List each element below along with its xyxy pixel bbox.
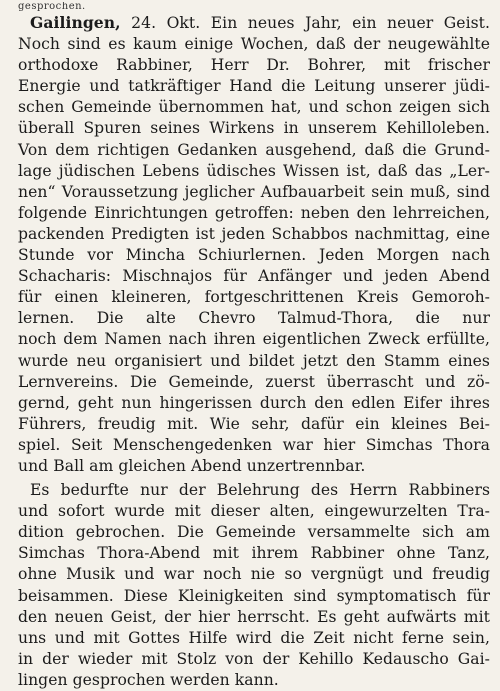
- text-line: Von dem richtigen Gedanken ausgehend, daß die Grund-: [18, 140, 490, 159]
- dateline-line: [18, 12, 490, 34]
- dateline-date: 24. Okt.: [120, 14, 201, 32]
- text-line: den neuen Geist, der hier herrscht. Es geht aufwärts mit: [18, 607, 490, 626]
- text-line: Noch sind es kaum einige Wochen, daß der neugewählte: [18, 35, 490, 54]
- text-line: lage jüdischen Lebens üdisches Wissen ist, daß das „Ler-: [18, 161, 490, 180]
- text-line: packenden Predigten ist jeden Schabbos nachmittag, eine: [18, 224, 490, 243]
- text-line: Führers, freudig mit. Wie sehr, dafür ein kleines Bei-: [18, 414, 490, 433]
- text-line: noch dem Namen nach ihren eigentlichen Zweck erfüllte,: [18, 330, 490, 349]
- text-line: für einen kleineren, fortgeschrittenen Kreis Gemoroh-: [18, 288, 490, 307]
- text-line: nen“ Voraussetzung jeglicher Aufbauarbeit sein muß, sind: [18, 182, 490, 201]
- text-line: schen Gemeinde übernommen hat, und schon zeigen sich: [18, 98, 490, 117]
- text-line: orthodoxe Rabbiner, Herr Dr. Bohrer, mit frischer: [18, 56, 490, 75]
- dateline-place: Gailingen,: [30, 13, 121, 32]
- text-line: ohne Musik und war noch nie so vergnügt und freudig: [18, 565, 490, 584]
- text-line: lingen gesprochen werden kann.: [18, 670, 279, 689]
- text-line: gernd, geht nun hingerissen durch den edlen Eifer ihres: [18, 393, 490, 412]
- text-line: Energie und tatkräftiger Hand die Leitung unserer jüdi-: [18, 77, 490, 96]
- text-line: dition gebrochen. Die Gemeinde versammelte sich am: [18, 523, 490, 542]
- text-line: lernen. Die alte Chevro Talmud-Thora, die nur: [18, 309, 490, 328]
- text-line: Schacharis: Mischnajos für Anfänger und jeden Abend: [18, 267, 490, 286]
- text-line: wurde neu organisiert und bildet jetzt den Stamm eines: [18, 351, 490, 370]
- text-line: Simchas Thora-Abend mit ihrem Rabbiner ohne Tanz,: [18, 544, 490, 563]
- text-line: überall Spuren seines Wirkens in unserem Kehilloleben.: [18, 119, 490, 138]
- text-line: Es bedurfte nur der Belehrung des Herrn Rabbiners: [30, 481, 490, 500]
- text-line: Ein neues Jahr, ein neuer Geist.: [200, 14, 490, 32]
- text-line: beisammen. Diese Kleinigkeiten sind symptomatisch für: [18, 586, 490, 605]
- text-line: Stunde vor Mincha Schiurlernen. Jeden Morgen nach: [18, 246, 490, 265]
- text-line: spiel. Seit Menschengedenken war hier Simchas Thora: [18, 435, 490, 454]
- text-line: uns und mit Gottes Hilfe wird die Zeit nicht ferne sein,: [18, 628, 490, 647]
- text-line: und Ball am gleichen Abend unzertrennbar.: [18, 456, 366, 475]
- text-line: in der wieder mit Stolz von der Kehillo Kedauscho Gai-: [18, 649, 490, 668]
- text-line: und sofort wurde mit dieser alten, eingewurzelten Tra-: [18, 502, 490, 521]
- article-paragraph-2: [18, 480, 490, 691]
- text-line: Lernvereins. Die Gemeinde, zuerst überrascht und zö-: [18, 372, 490, 391]
- text-line: folgende Einrichtungen getroffen: neben den lehrreichen,: [18, 203, 490, 222]
- article-paragraph-1: [18, 12, 490, 477]
- previous-article-fragment: gesprochen.: [18, 2, 86, 12]
